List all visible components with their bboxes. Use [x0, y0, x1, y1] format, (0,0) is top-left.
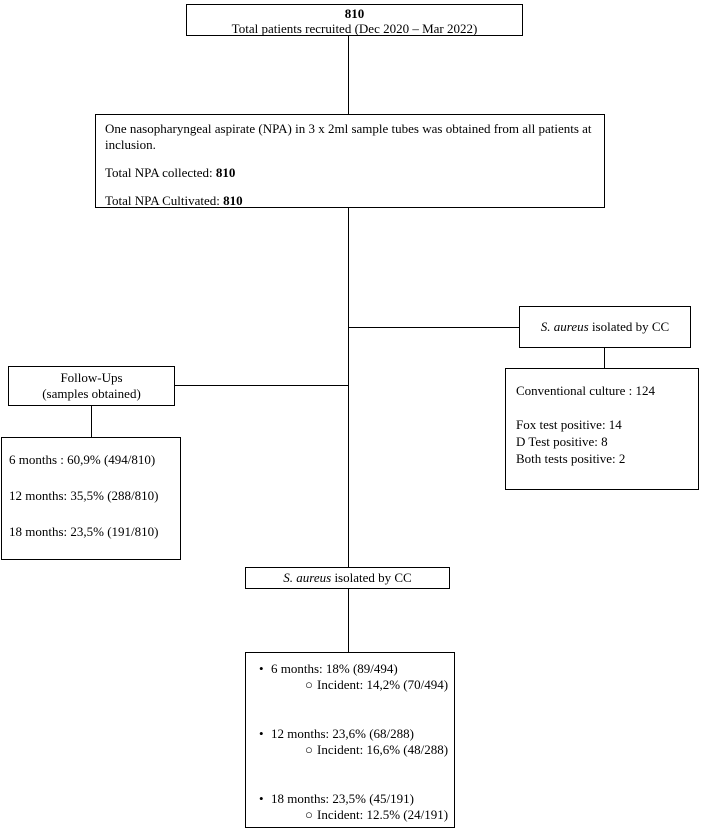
- bullet-icon: •: [259, 726, 264, 741]
- connector-right-detail: [604, 347, 605, 368]
- conventional-culture-box: [505, 368, 699, 490]
- cc-followup-6m-incident: ○ Incident: 14,2% (70/494): [305, 677, 449, 692]
- cc-followup-6m-main: • 6 months: 18% (89/494): [259, 661, 398, 676]
- connector-right-branch: [348, 327, 519, 328]
- npa-intro: One nasopharyngeal aspirate (NPA) in 3 x 2ml sample tubes was obtained from all patients at inclusion.: [105, 121, 592, 152]
- followup-6m-line: 6 months : 60,9% (494/810): [9, 452, 156, 467]
- cc-followup-12m-main: • 12 months: 23,6% (68/288): [259, 726, 414, 741]
- cc-followup-6m: [259, 661, 450, 693]
- species-name: S. aureus: [283, 570, 332, 585]
- circle-bullet-icon: ○: [305, 807, 313, 822]
- sa-isolated-cc-mid-label: S. aureus isolated by CC: [283, 570, 412, 585]
- recruited-count: 810: [344, 6, 365, 21]
- followups-subtitle: (samples obtained): [42, 386, 141, 401]
- recruited-box: [186, 4, 523, 36]
- followups-title: Follow-Ups: [60, 370, 123, 385]
- recruited-label: Total patients recruited (Dec 2020 – Mar 2022): [231, 21, 478, 36]
- followups-box: [8, 366, 175, 406]
- bullet-icon: •: [259, 791, 264, 806]
- cc-followup-results-box: [245, 652, 455, 828]
- npa-collected-value: 810: [215, 165, 236, 180]
- sa-isolated-cc-right-label: S. aureus isolated by CC: [540, 319, 670, 334]
- sa-isolated-cc-right-box: [519, 306, 691, 348]
- d-test-line: D Test positive: 8: [516, 434, 608, 449]
- connector-top-to-npa: [348, 35, 349, 115]
- conventional-culture-total: Conventional culture : 124: [516, 383, 656, 398]
- circle-bullet-icon: ○: [305, 677, 313, 692]
- both-tests-line: Both tests positive: 2: [516, 451, 626, 466]
- npa-cultivated-value: 810: [223, 193, 243, 208]
- connector-mid-to-bottom: [348, 588, 349, 652]
- followup-18m-line: 18 months: 23,5% (191/810): [9, 524, 159, 539]
- followup-12m-line: 12 months: 35,5% (288/810): [9, 488, 159, 503]
- cc-followup-18m-incident: ○ Incident: 12.5% (24/191): [305, 807, 449, 822]
- cc-followup-12m-incident: ○ Incident: 16,6% (48/288): [305, 742, 449, 757]
- circle-bullet-icon: ○: [305, 742, 313, 757]
- cc-followup-18m-main: • 18 months: 23,5% (45/191): [259, 791, 414, 806]
- cc-followup-12m: [259, 726, 450, 758]
- species-name: S. aureus: [540, 319, 589, 334]
- npa-cultivated: [105, 193, 595, 209]
- bullet-icon: •: [259, 661, 264, 676]
- npa-box: [95, 114, 605, 208]
- npa-collected: [105, 165, 595, 181]
- followups-detail-box: [1, 437, 181, 560]
- sa-isolated-cc-mid-box: [245, 567, 450, 589]
- npa-collected-label: Total NPA collected:: [105, 165, 216, 180]
- connector-left-detail: [91, 405, 92, 437]
- cc-followup-18m: [259, 791, 450, 823]
- connector-left-branch: [174, 385, 348, 386]
- connector-main-spine: [348, 207, 349, 567]
- npa-cultivated-label: Total NPA Cultivated:: [105, 193, 224, 208]
- fox-test-line: Fox test positive: 14: [516, 417, 622, 432]
